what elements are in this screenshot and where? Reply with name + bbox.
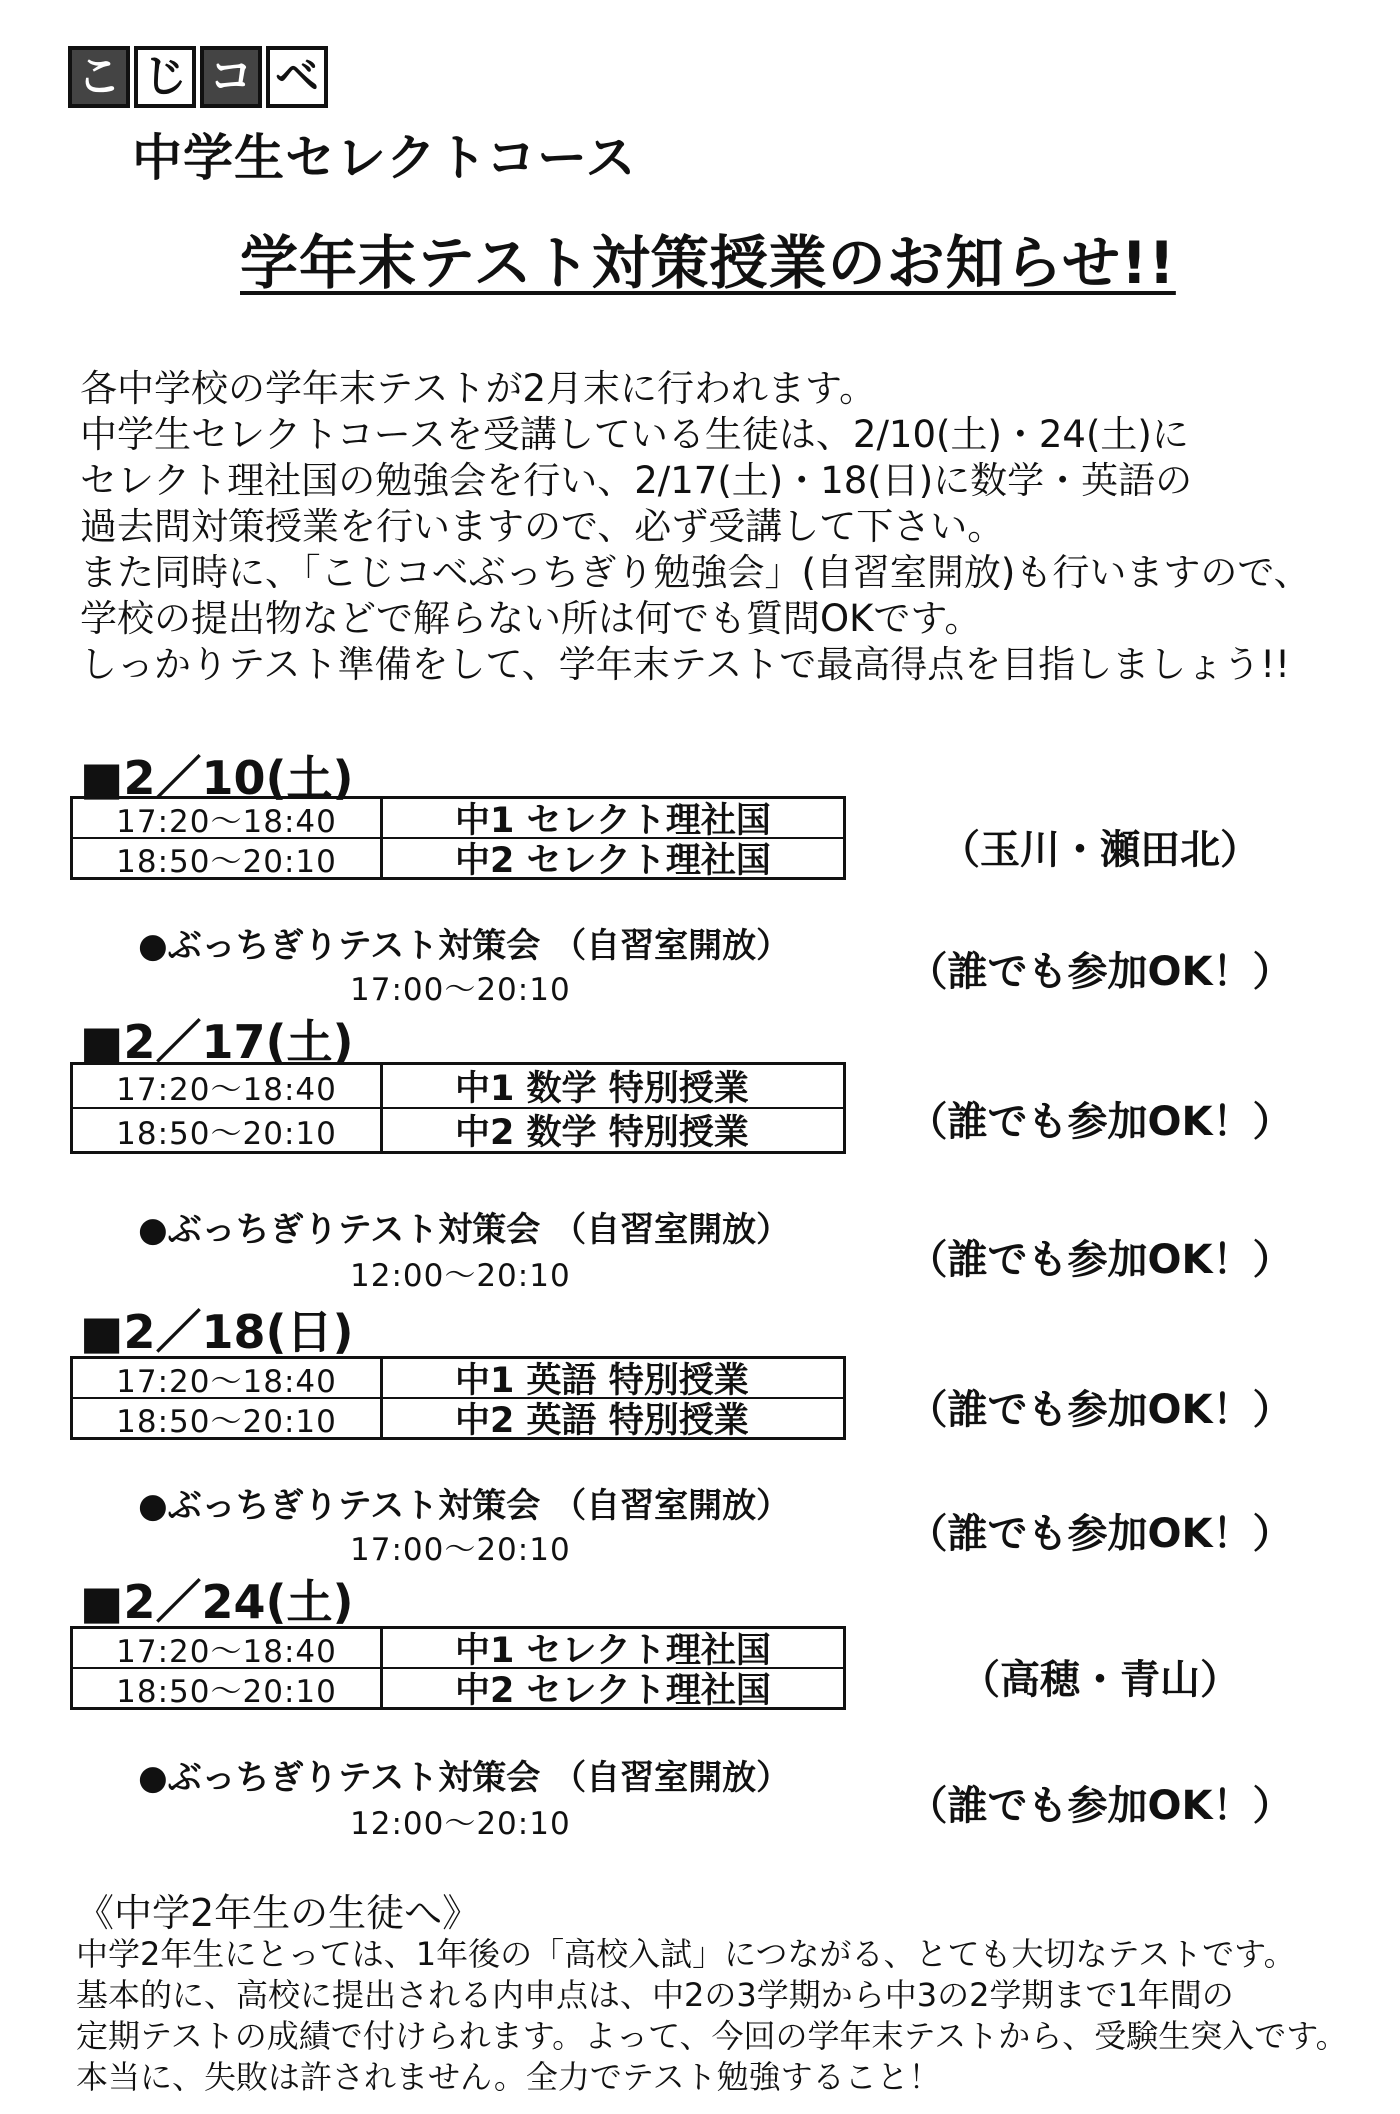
logo-char: こ bbox=[68, 46, 130, 108]
table-note: （誰でも参加OK！） bbox=[907, 1387, 1293, 1433]
schedule-row bbox=[73, 837, 843, 881]
schedule-table bbox=[70, 1356, 846, 1440]
study-session-time: 17:00〜20:10 bbox=[350, 1532, 571, 1568]
schedule-class: 中1 セレクト理社国 bbox=[455, 801, 771, 841]
schedule-row bbox=[73, 1629, 843, 1671]
schedule-time: 18:50〜20:10 bbox=[73, 839, 383, 877]
note-line: 本当に、失敗は許されません。全力でテスト勉強すること！ bbox=[76, 2058, 941, 2096]
logo-char: じ bbox=[134, 46, 196, 108]
schedule-time: 18:50〜20:10 bbox=[73, 1399, 383, 1437]
intro-line: 学校の提出物などで解らない所は何でも質問OKです。 bbox=[80, 597, 982, 640]
intro-line: 過去問対策授業を行いますので、必ず受講して下さい。 bbox=[80, 505, 1005, 548]
schedule-time: 17:20〜18:40 bbox=[73, 799, 383, 837]
note-line: 基本的に、高校に提出される内申点は、中2の3学期から中3の2学期まで1年間の bbox=[76, 1976, 1234, 2014]
schedule-class: 中2 セレクト理社国 bbox=[455, 1671, 771, 1711]
study-session-title: ●ぶっちぎりテスト対策会 （自習室開放） bbox=[138, 1758, 791, 1798]
schedule-row bbox=[73, 1397, 843, 1441]
schedule-class: 中2 セレクト理社国 bbox=[455, 841, 771, 881]
day-heading: ■2／24(土) bbox=[80, 1575, 354, 1629]
schedule-table bbox=[70, 1062, 846, 1154]
schedule-class: 中1 英語 特別授業 bbox=[455, 1361, 749, 1401]
intro-line: 各中学校の学年末テストが2月末に行われます。 bbox=[80, 367, 877, 410]
note-line: 中学2年生にとっては、1年後の「高校入試」につながる、とても大切なテストです。 bbox=[76, 1935, 1296, 1973]
schedule-row bbox=[73, 1107, 843, 1151]
day-heading: ■2／18(日) bbox=[80, 1305, 354, 1359]
study-note: （誰でも参加OK！） bbox=[907, 1237, 1293, 1283]
schedule-time: 18:50〜20:10 bbox=[73, 1109, 383, 1151]
study-session-time: 12:00〜20:10 bbox=[350, 1258, 571, 1294]
schedule-class: 中1 セレクト理社国 bbox=[455, 1631, 771, 1671]
schedule-class: 中1 数学 特別授業 bbox=[455, 1069, 749, 1109]
note-heading: 《中学2年生の生徒へ》 bbox=[76, 1891, 481, 1935]
schedule-row bbox=[73, 1359, 843, 1401]
logo-char: ベ bbox=[266, 46, 328, 108]
study-session-time: 12:00〜20:10 bbox=[350, 1806, 571, 1842]
schedule-time: 17:20〜18:40 bbox=[73, 1065, 383, 1107]
schedule-table bbox=[70, 796, 846, 880]
note-line: 定期テストの成績で付けられます。よって、今回の学年末テストから、受験生突入です。 bbox=[76, 2017, 1348, 2055]
logo bbox=[68, 46, 328, 108]
study-session-title: ●ぶっちぎりテスト対策会 （自習室開放） bbox=[138, 1210, 791, 1250]
study-note: （誰でも参加OK！） bbox=[907, 1511, 1293, 1557]
study-note: （誰でも参加OK！） bbox=[907, 1783, 1293, 1829]
schedule-class: 中2 数学 特別授業 bbox=[455, 1113, 749, 1153]
study-session-title: ●ぶっちぎりテスト対策会 （自習室開放） bbox=[138, 926, 791, 966]
schedule-class: 中2 英語 特別授業 bbox=[455, 1401, 749, 1441]
table-note: （玉川・瀬田北） bbox=[940, 827, 1260, 873]
intro-paragraph bbox=[80, 366, 1380, 688]
page-title: 学年末テスト対策授業のお知らせ!! bbox=[240, 229, 1176, 297]
course-name: 中学生セレクトコース bbox=[132, 129, 637, 187]
study-note: （誰でも参加OK！） bbox=[907, 949, 1293, 995]
schedule-time: 18:50〜20:10 bbox=[73, 1669, 383, 1707]
schedule-time: 17:20〜18:40 bbox=[73, 1359, 383, 1397]
intro-line: セレクト理社国の勉強会を行い、2/17(土)・18(日)に数学・英語の bbox=[80, 459, 1193, 502]
schedule-row bbox=[73, 1667, 843, 1711]
schedule-row bbox=[73, 799, 843, 841]
schedule-row bbox=[73, 1065, 843, 1107]
day-heading: ■2／10(土) bbox=[80, 751, 354, 805]
intro-line: 中学生セレクトコースを受講している生徒は、2/10(土)・24(土)に bbox=[80, 413, 1189, 456]
table-note: （誰でも参加OK！） bbox=[907, 1099, 1293, 1145]
note-body bbox=[76, 1934, 1348, 2098]
intro-line: しっかりテスト準備をして、学年末テストで最高得点を目指しましょう!! bbox=[80, 643, 1290, 686]
study-session-time: 17:00〜20:10 bbox=[350, 972, 571, 1008]
study-session-title: ●ぶっちぎりテスト対策会 （自習室開放） bbox=[138, 1486, 791, 1526]
schedule-table bbox=[70, 1626, 846, 1710]
table-note: （高穂・青山） bbox=[960, 1657, 1240, 1703]
schedule-time: 17:20〜18:40 bbox=[73, 1629, 383, 1667]
logo-char: コ bbox=[200, 46, 262, 108]
day-heading: ■2／17(土) bbox=[80, 1015, 354, 1069]
intro-line: また同時に、「こじコベぶっちぎり勉強会」(自習室開放)も行いますので、 bbox=[80, 551, 1311, 594]
